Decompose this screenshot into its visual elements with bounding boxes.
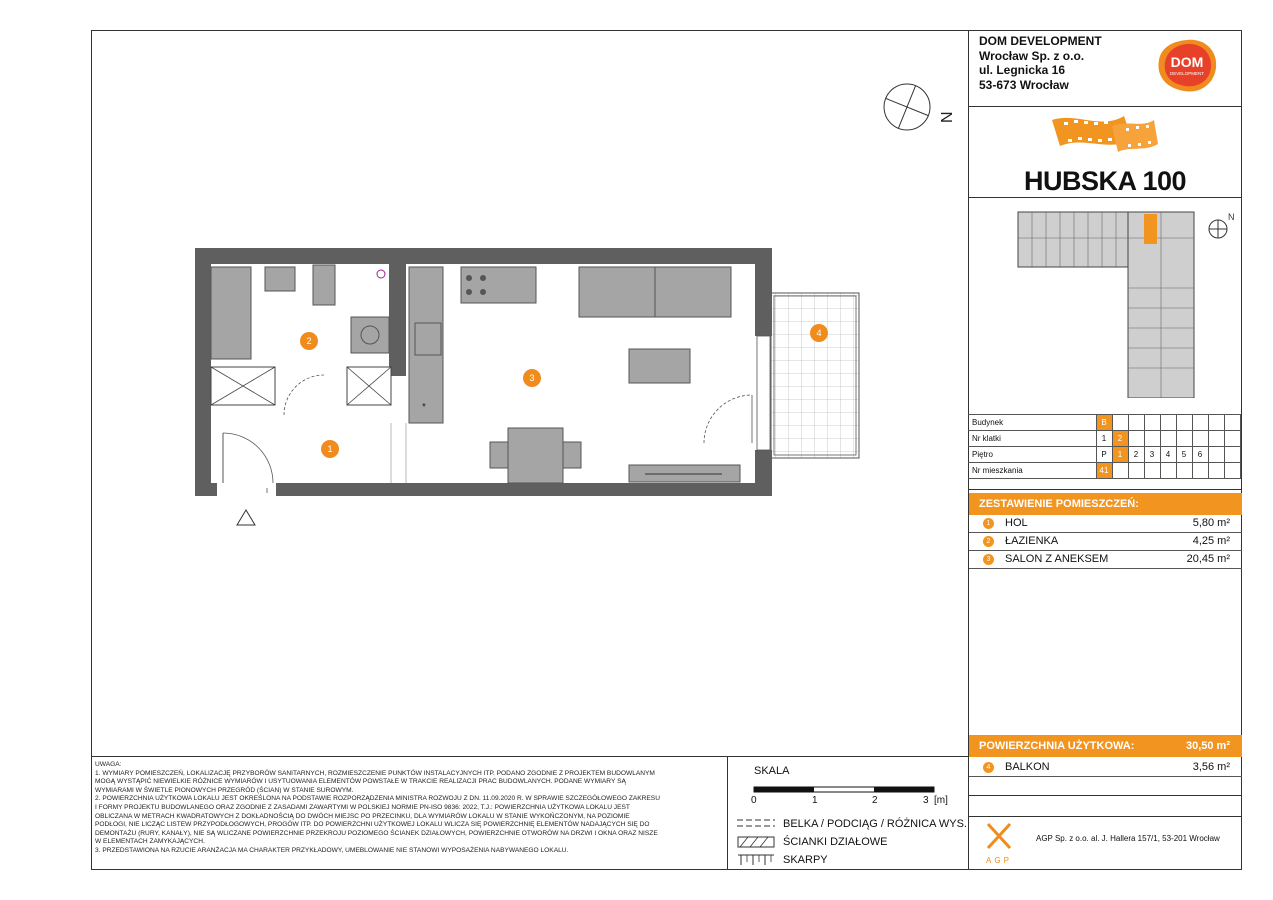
entrance-arrow-icon (235, 508, 257, 528)
room-name: ŁAZIENKA (1005, 535, 1059, 547)
agp-logo-text: AGP (986, 856, 1012, 865)
dashed-line-icon (737, 820, 775, 826)
building-info-row (968, 415, 1240, 431)
building-info-cell (1224, 415, 1240, 431)
slope-icon (738, 855, 774, 865)
svg-text:*: * (422, 402, 426, 413)
building-info-cell (1144, 415, 1160, 431)
room-row (969, 533, 1242, 551)
room-marker-2: 2 (300, 332, 318, 350)
building-info-cell (1160, 431, 1176, 447)
building-info-table (968, 414, 1241, 479)
note-line: MOGĄ WYSTĄPIĆ NIEWIELKIE RÓŻNICE WYMIARÓW I USYTUOWANIA ELEMENTÓW POWSTAŁE W TRAKCIE REALIZACJI PRAC BUDOWLANYCH. PODANE WYMIARY SĄ (95, 778, 626, 786)
room-row (969, 551, 1242, 569)
legend-beam: BELKA / PODCIĄG / RÓŻNICA WYS. (783, 818, 967, 830)
usable-area-row (969, 735, 1242, 757)
agp-logo (982, 820, 1018, 866)
note-line: OBLICZANA W METRACH KWADRATOWYCH Z DOKŁADNOŚCIĄ DO DWÓCH MIEJSC PO PRZECINKU, DLA WYMIARÓW LOKALU W STANIE WYKOŃCZONYM, NA POZIOMIE (95, 812, 630, 820)
dining-table (490, 428, 581, 483)
room-area: 4,25 m² (1192, 535, 1230, 547)
room-number: 1 (983, 518, 994, 529)
building-info-cell (1144, 431, 1160, 447)
building-info-cell (1176, 431, 1192, 447)
usable-area-label: POWIERZCHNIA UŻYTKOWA: (979, 740, 1135, 752)
logo-subtext: DEVELOPMENT (1169, 71, 1205, 76)
building-info-label: Budynek (968, 415, 1096, 431)
divider (968, 197, 1242, 198)
usable-area-value: 30,50 m² (1185, 740, 1230, 752)
building-info-cell (1176, 463, 1192, 479)
building-info-cell: B (1096, 415, 1112, 431)
note-line: I FORMY PROJEKTU BUDOWLANEGO ORAZ ZGODNIE Z ZASADAMI ZAWARTYMI W POLSKIEJ NORMIE PN-ISO 9836: 2022, T.J.: POWIERZCHNIA UŻYTKOWA LOKALU JEST (95, 803, 630, 811)
project-name: HUBSKA 100 (1023, 166, 1187, 196)
hatch-box-icon (738, 837, 774, 847)
rooms-header: ZESTAWIENIE POMIESZCZEŃ: (969, 493, 1242, 515)
company-line2: Wrocław Sp. z o.o. (979, 48, 1085, 63)
room-row (969, 515, 1242, 533)
building-info-cell (1160, 463, 1176, 479)
kitchen-top (461, 267, 536, 303)
company-line3: ul. Legnicka 16 (979, 63, 1066, 77)
building-info-cell (1192, 431, 1208, 447)
building-info-cell: 2 (1112, 431, 1128, 447)
building-info-cell: 6 (1192, 447, 1208, 463)
room-marker-3: 3 (523, 369, 541, 387)
room-name: SALON Z ANEKSEM (1005, 553, 1109, 565)
building-info-cell (1192, 415, 1208, 431)
scale-tick-1: 1 (812, 795, 818, 806)
sink (265, 267, 295, 291)
balcony-number: 4 (983, 762, 994, 773)
building-info-cell: 3 (1144, 447, 1160, 463)
room-marker-1: 1 (321, 440, 339, 458)
building-info-cell (1128, 415, 1144, 431)
building-info-cell (1192, 463, 1208, 479)
building-info-cell (1224, 447, 1240, 463)
company-name: DOM DEVELOPMENT (979, 34, 1102, 48)
building-key-plan (1012, 208, 1202, 398)
room-area: 5,80 m² (1192, 517, 1230, 529)
legend-icons (735, 818, 777, 868)
building-info-cell (1128, 463, 1144, 479)
building-info-cell: 4 (1160, 447, 1176, 463)
apartment-location-marker (1144, 214, 1157, 244)
north-small-label: N (1228, 212, 1234, 222)
note-line: W ELEMENTACH ZAMYKAJĄCYCH. (95, 838, 205, 846)
toilet (313, 265, 335, 305)
building-info-cell (1208, 415, 1224, 431)
building-info-cell (1128, 431, 1144, 447)
building-info-cell (1224, 463, 1240, 479)
balcony-area (771, 293, 859, 458)
building-info-cell (1112, 463, 1128, 479)
north-label: N (939, 111, 956, 123)
building-info-cell (1208, 463, 1224, 479)
scale-bar (752, 786, 938, 794)
coffee-table (629, 349, 690, 383)
divider (727, 756, 728, 870)
building-info-cell (1224, 431, 1240, 447)
building-info-label: Nr klatki (968, 431, 1096, 447)
building-info-row (968, 431, 1240, 447)
note-line: 3. PRZEDSTAWIONA NA RZUCIE ARANŻACJA MA CHARAKTER PRZYKŁADOWY, UMEBLOWANIE NIE STANOWI WYPOSAŻENIA NABYWANEGO LOKALU. (95, 846, 569, 854)
agp-address: AGP Sp. z o.o. al. J. Hallera 157/1, 53-201 Wrocław (1036, 834, 1220, 843)
room-area: 20,45 m² (1186, 553, 1230, 565)
note-line: DEMONTAŻU (RURY, KANAŁY), NIE SĄ WLICZANE POWIERZCHNIE PRZEKROJU POZIOMEGO ŚCIANEK DZIAŁOWYCH, POWIERZCHNIE OTWORÓW NA DRZWI I OKNA ORAZ NISZE (95, 829, 658, 837)
building-info-cell (1112, 415, 1128, 431)
divider (968, 816, 1242, 817)
building-info-cell (1208, 447, 1224, 463)
legend-partition: ŚCIANKI DZIAŁOWE (783, 836, 888, 848)
compass-small-icon (1206, 212, 1234, 242)
room-marker-4: 4 (810, 324, 828, 342)
building-info-cell: 41 (1096, 463, 1112, 479)
room-number: 2 (983, 536, 994, 547)
note-line: 2. POWIERZCHNIA UŻYTKOWA LOKALU JEST OKREŚLONA NA PODSTAWIE ROZPORZĄDZENIA MINISTRA ROZWOJU Z DN. 11.09.2020 R. W SPRAWIE SZCZEGÓŁOWEGO ZAKRESU (95, 795, 660, 803)
divider (968, 489, 1242, 490)
film-strip-graphic (1046, 106, 1166, 162)
divider (968, 795, 1242, 796)
washing-machine (351, 317, 389, 353)
scale-tick-3: 3 (923, 795, 929, 806)
room-number: 3 (983, 554, 994, 565)
company-address (979, 34, 1102, 92)
building-info-cell: P (1096, 447, 1112, 463)
building-info-row (968, 447, 1240, 463)
note-line: PODŁOGI, NIE LICZĄC LISTEW PRZYPODŁOGOWYCH, PROGÓW ITP. DO POWIERZCHNI UŻYTKOWEJ LOKALU WLICZA SIĘ POWIERZCHNIĘ ELEMENTÓW NADAJĄCYCH SIĘ DO (95, 821, 650, 829)
building-info-label: Piętro (968, 447, 1096, 463)
building-info-cell: 5 (1176, 447, 1192, 463)
building-info-cell: 1 (1096, 431, 1112, 447)
notes-block (95, 761, 720, 856)
logo-text: DOM (1170, 54, 1204, 70)
scale-label: SKALA (754, 765, 790, 777)
note-line: WYMIARAMI W ŚWIETLE PIONOWYCH PRZEGRÓD (ŚCIAN) W STANIE SUROWYM. (95, 786, 354, 794)
building-info-label: Nr mieszkania (968, 463, 1096, 479)
building-info-cell (1208, 431, 1224, 447)
building-info-cell (1176, 415, 1192, 431)
balcony-name: BALKON (1005, 761, 1050, 773)
sofa (579, 267, 731, 317)
floor-plan (190, 243, 870, 533)
balcony-row (969, 759, 1242, 777)
note-line: 1. WYMIARY POMIESZCZEŃ, LOKALIZACJĘ PRZYBORÓW SANITARNYCH, ROZMIESZCZENIE PUNKTÓW INSTALACYJNYCH ITP. PODANO ZGODNIE Z PROJEKTEM BUDOWLANYM (95, 769, 655, 777)
scale-tick-0: 0 (751, 795, 757, 806)
building-info-row (968, 463, 1240, 479)
bathtub (211, 267, 251, 359)
scale-tick-2: 2 (872, 795, 878, 806)
north-compass-icon (880, 82, 960, 136)
building-info-cell: 1 (1112, 447, 1128, 463)
building-info-cell: 2 (1128, 447, 1144, 463)
building-info-cell (1144, 463, 1160, 479)
room-name: HOL (1005, 517, 1028, 529)
legend-slope: SKARPY (783, 854, 828, 866)
dom-logo (1156, 38, 1218, 94)
balcony-area: 3,56 m² (1192, 761, 1230, 773)
company-line4: 53-673 Wrocław (979, 77, 1069, 92)
scale-unit: [m] (934, 795, 948, 806)
building-info-cell (1160, 415, 1176, 431)
notes-title: UWAGA: (95, 761, 122, 768)
